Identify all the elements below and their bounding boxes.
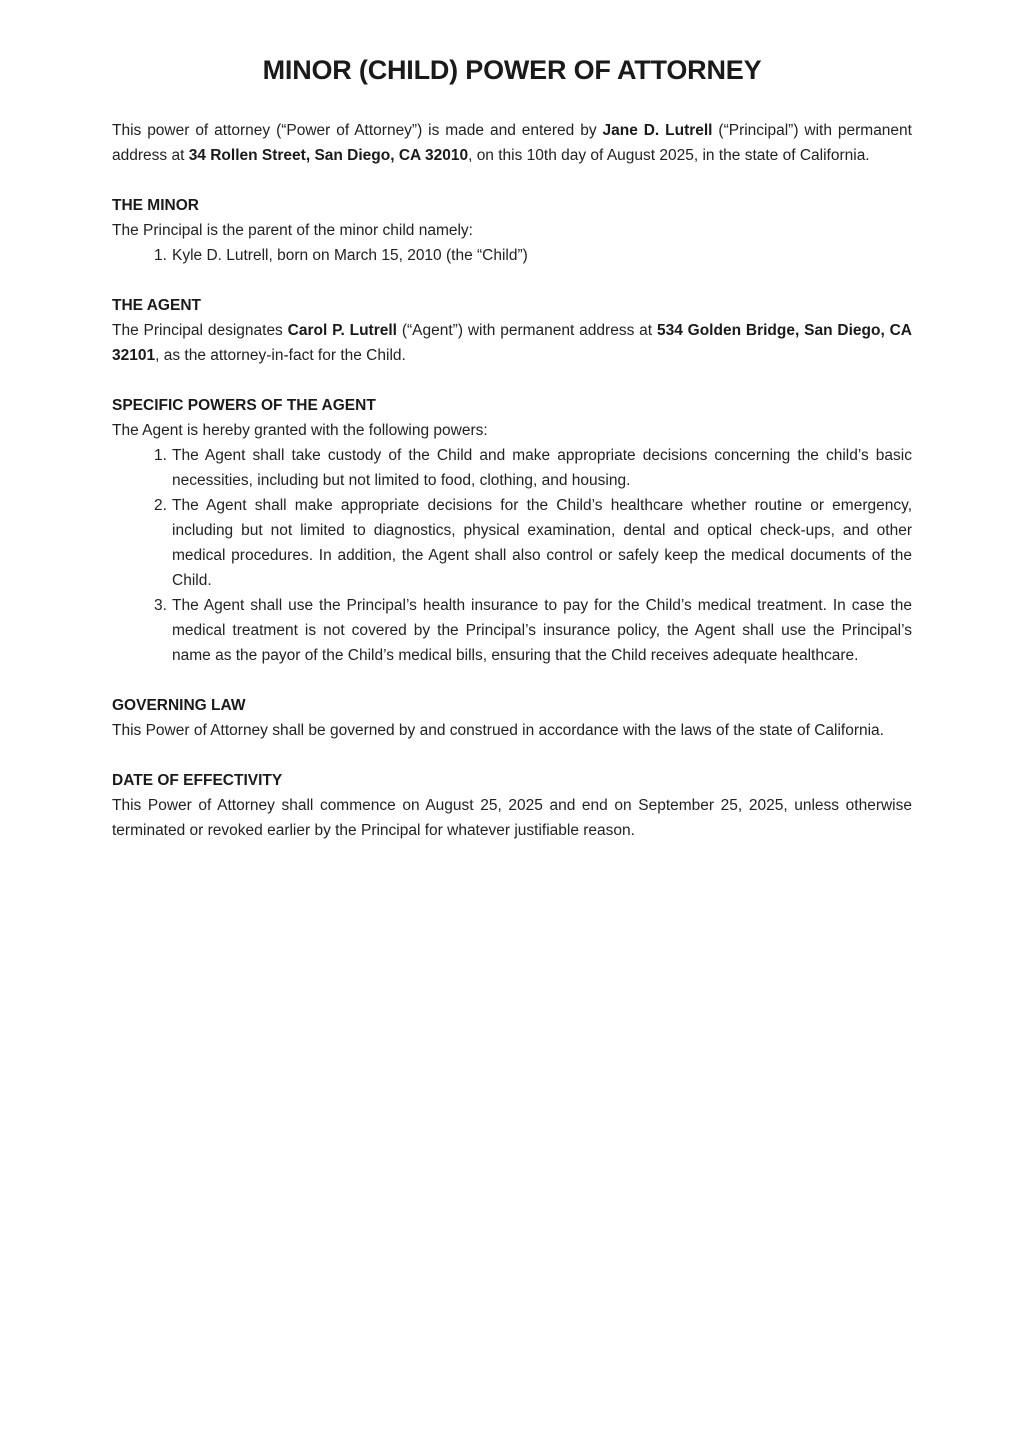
section-governing-law [112, 693, 912, 743]
governing-law-text: This Power of Attorney shall be governed by and construed in accordance with the laws of the state of California. [112, 722, 884, 739]
agent-address: 534 Golden Bridge, San Diego, CA 32101 [112, 322, 912, 364]
intro-paragraph [112, 118, 912, 168]
list-item-text: The Agent shall make appropriate decisions for the Child’s healthcare whether routine or emergency, including but not limited to diagnostics, physical examination, dental and optical check-ups, and other medical procedures. In addition, the Agent shall also control or safely keep the medical documents of the Child. [172, 497, 912, 589]
principal-address: 34 Rollen Street, San Diego, CA 32010 [188, 147, 469, 164]
agent-name: Carol P. Lutrell [287, 322, 397, 339]
minor-list [112, 243, 912, 268]
effectivity-heading: DATE OF EFFECTIVITY [112, 772, 283, 789]
agent-text-3: , as the attorney-in-fact for the Child. [155, 347, 406, 364]
governing-law-heading: GOVERNING LAW [112, 697, 246, 714]
list-item [112, 443, 912, 493]
minor-text: The Principal is the parent of the minor child namely: [112, 222, 473, 239]
list-item [112, 593, 912, 668]
list-item-text: The Agent shall take custody of the Child and make appropriate decisions concerning the child’s basic necessities, including but not limited to food, clothing, and housing. [172, 447, 912, 489]
effectivity-text: This Power of Attorney shall commence on August 25, 2025 and end on September 25, 2025, unless otherwise terminated or revoked earlier by the Principal for whatever justifiable reason. [112, 797, 912, 839]
powers-heading: SPECIFIC POWERS OF THE AGENT [112, 397, 376, 414]
list-item-number: 2. [154, 497, 167, 514]
list-item [112, 493, 912, 593]
section-effectivity [112, 768, 912, 843]
agent-text-1: The Principal designates [112, 322, 288, 339]
agent-heading: THE AGENT [112, 297, 201, 314]
document-title: MINOR (CHILD) POWER OF ATTORNEY [262, 55, 762, 85]
intro-text-2: (“Principal”) with permanent address at [112, 122, 912, 164]
list-item [112, 243, 912, 268]
agent-paragraph [112, 318, 912, 368]
minor-heading: THE MINOR [112, 197, 199, 214]
section-minor [112, 193, 912, 268]
list-item-number: 3. [154, 597, 167, 614]
principal-name: Jane D. Lutrell [602, 122, 713, 139]
powers-text: The Agent is hereby granted with the following powers: [112, 422, 488, 439]
intro-text-1: This power of attorney (“Power of Attorney”) is made and entered by [112, 122, 603, 139]
list-item-number: 1. [154, 247, 167, 264]
intro-text-3: , on this 10th day of August 2025, in the state of California. [468, 147, 870, 164]
powers-list [112, 443, 912, 668]
list-item-number: 1. [154, 447, 167, 464]
section-powers [112, 393, 912, 668]
section-agent [112, 293, 912, 368]
agent-text-2: (“Agent”) with permanent address at [396, 322, 657, 339]
list-item-text: Kyle D. Lutrell, born on March 15, 2010 (the “Child”) [172, 247, 528, 264]
list-item-text: The Agent shall use the Principal’s health insurance to pay for the Child’s medical treatment. In case the medical treatment is not covered by the Principal’s insurance policy, the Agent shall use the Principal’s name as the payor of the Child’s medical bills, ensuring that the Child receives adequate healthcare. [172, 597, 912, 664]
